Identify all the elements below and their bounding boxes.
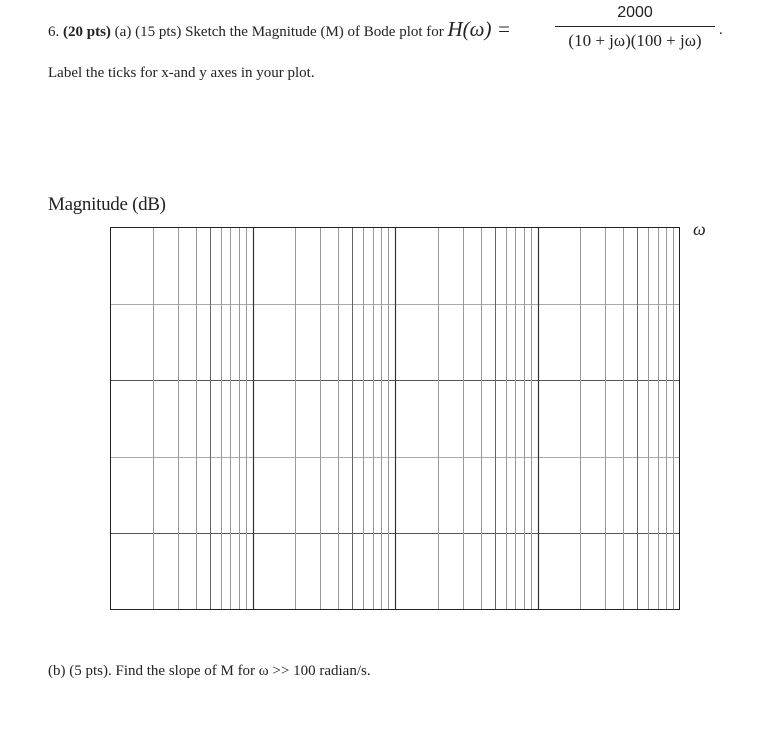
fraction-numerator: 2000 xyxy=(617,4,653,21)
question-number: 6. xyxy=(48,24,60,40)
y-axis-label: Magnitude (dB) xyxy=(48,194,166,215)
trailing-period: . xyxy=(719,22,723,38)
fraction-denominator: (10 + jω)(100 + jω) xyxy=(568,31,702,50)
question-points: (20 pts) xyxy=(63,24,111,40)
semilog-grid xyxy=(110,227,680,610)
question-line xyxy=(48,17,511,42)
instruction-text: Label the ticks for x-and y axes in your plot. xyxy=(48,65,315,81)
x-axis-label: ω xyxy=(693,219,706,239)
part-b-text: (b) (5 pts). Find the slope of M for ω >> 100 radian/s. xyxy=(48,663,371,679)
part-a-text: (a) (15 pts) Sketch the Magnitude (M) of Bode plot for xyxy=(114,24,444,40)
transfer-function-fraction xyxy=(555,3,715,51)
transfer-function-lhs: H(ω) = xyxy=(447,17,511,41)
fraction-bar xyxy=(555,26,715,27)
